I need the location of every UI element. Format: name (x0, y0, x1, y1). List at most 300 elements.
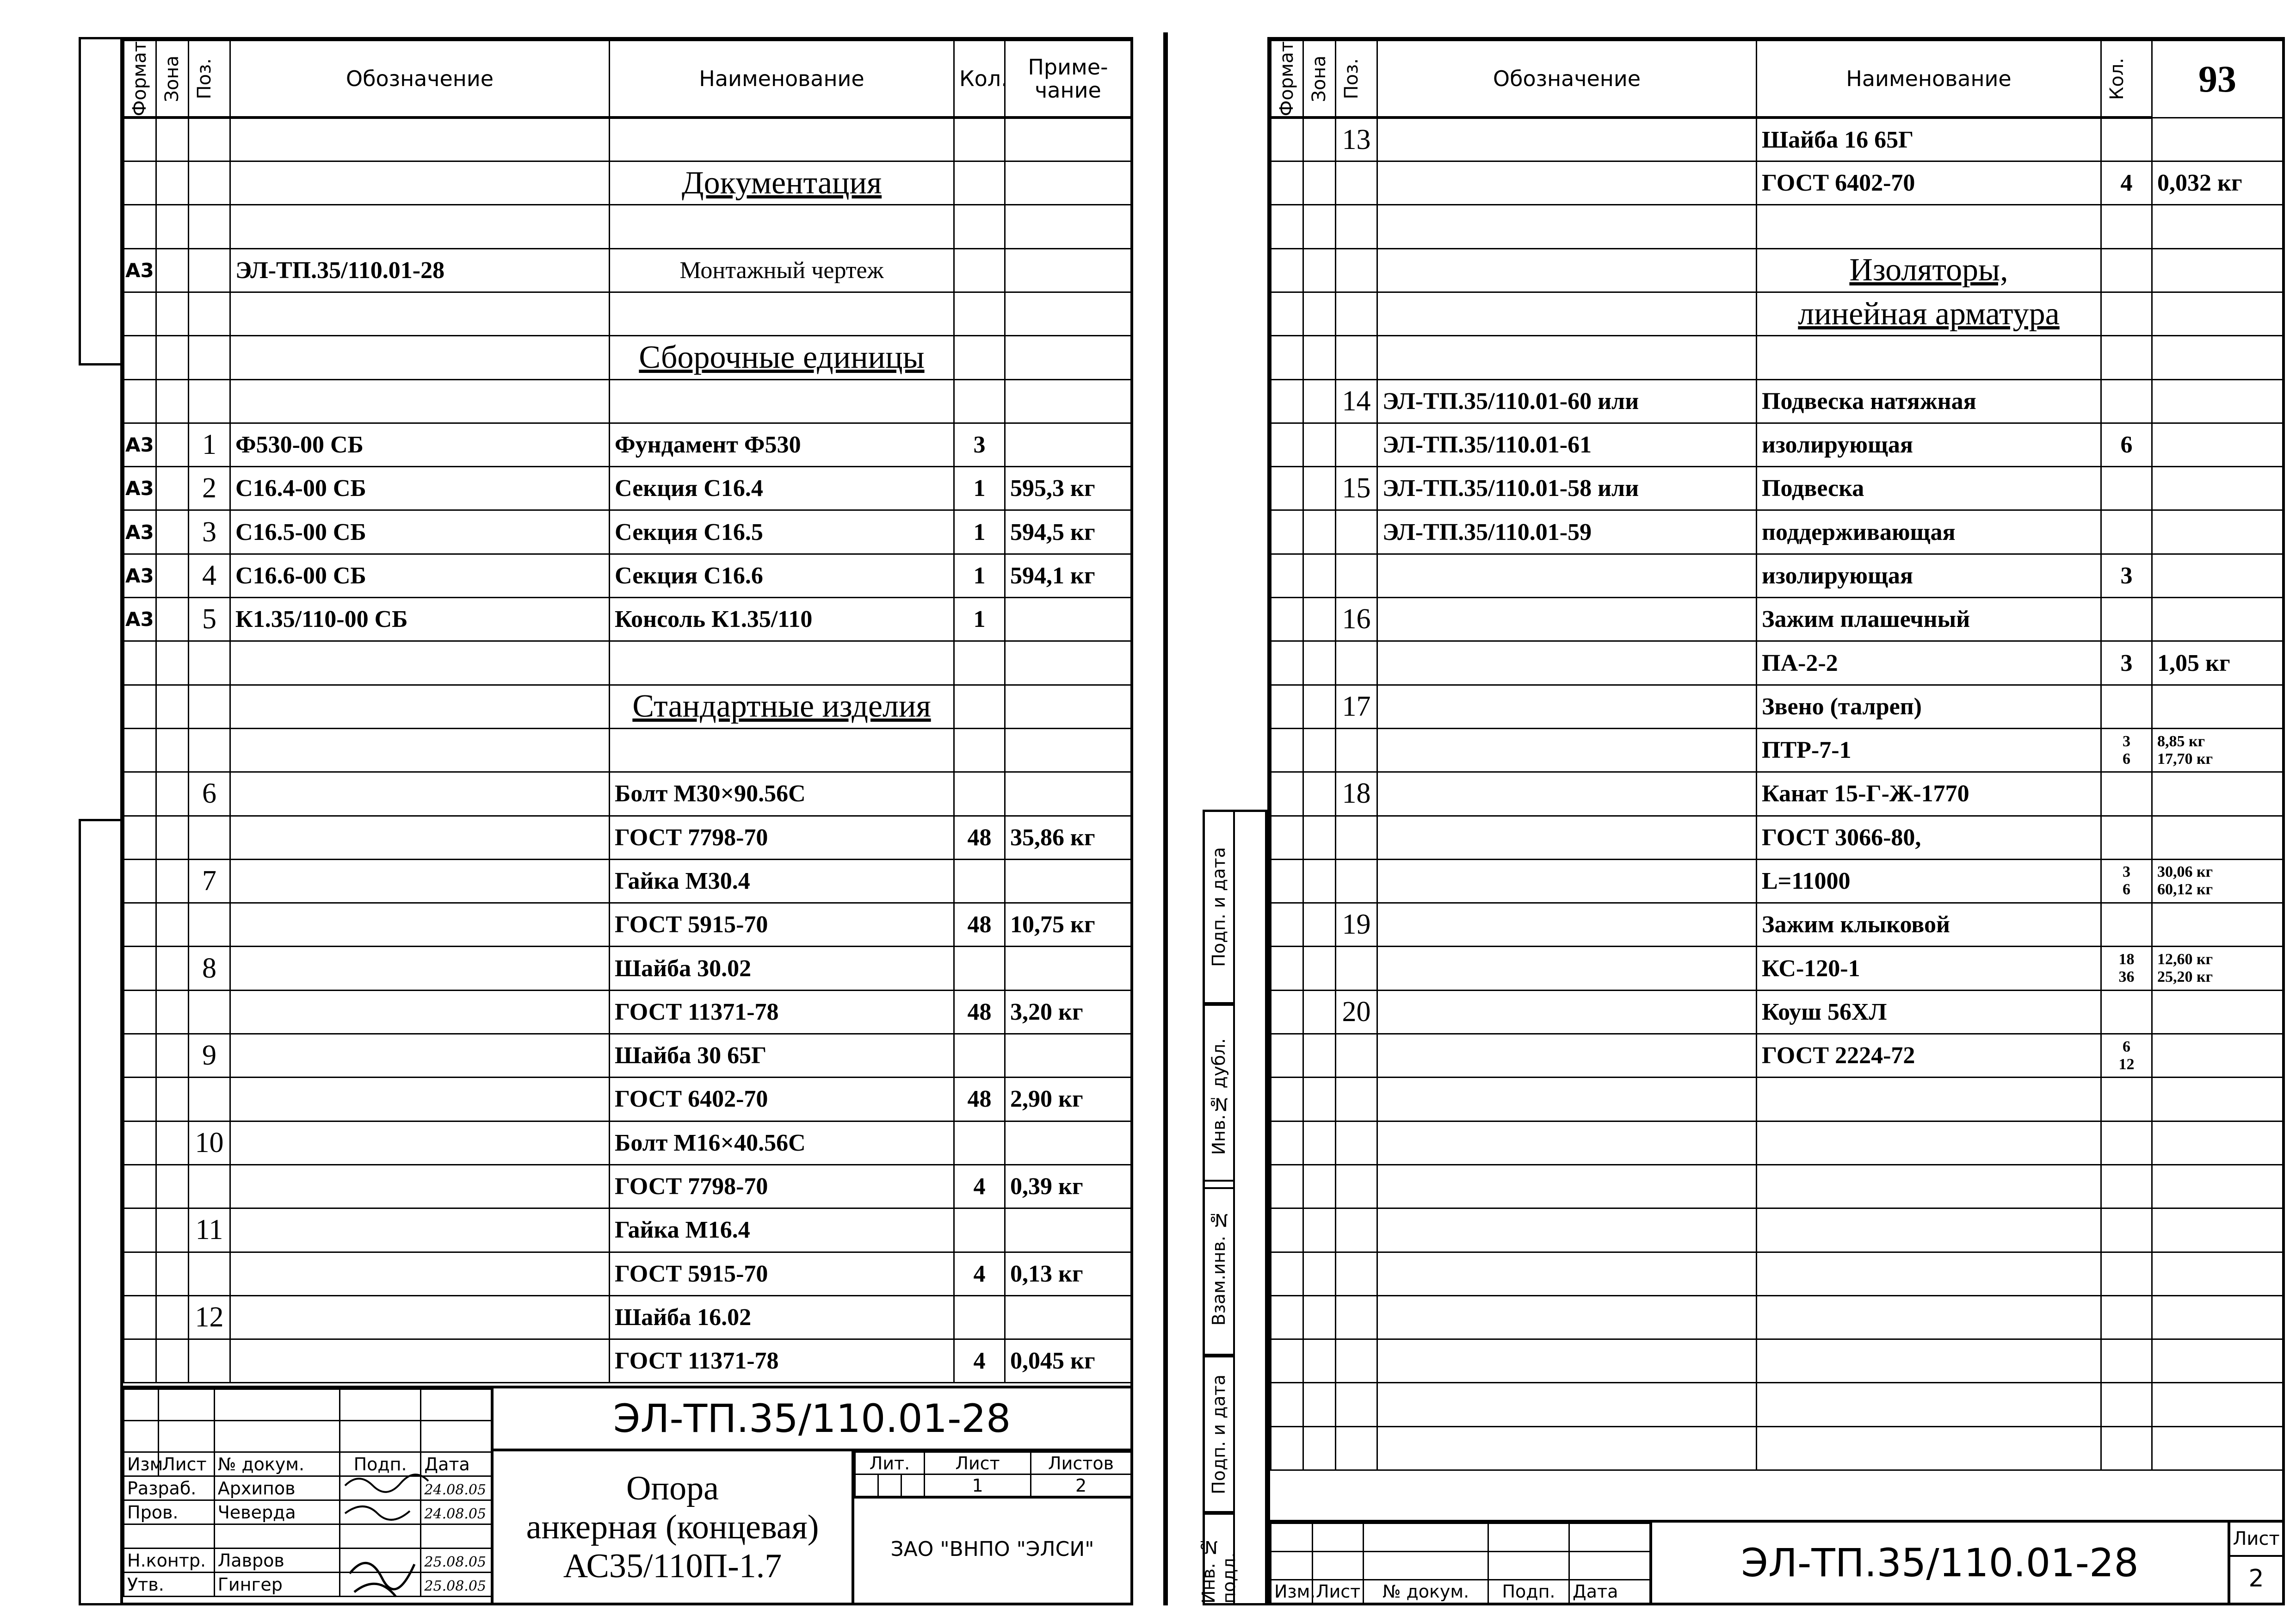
tb-data: Дата (421, 1452, 493, 1476)
cell-zone (156, 248, 189, 292)
cell-designation (1377, 1121, 1757, 1165)
cell-designation (1377, 1165, 1757, 1208)
sheets-label: Листов (1031, 1452, 1131, 1474)
cell-note (1005, 118, 1131, 161)
cell-qty (2101, 205, 2152, 248)
cell-designation (1377, 772, 1757, 816)
cell-zone (1303, 816, 1336, 859)
cell-zone (156, 1121, 189, 1165)
cell-qty (954, 772, 1005, 816)
cell-format (124, 903, 156, 947)
table-row (1271, 1034, 2283, 1078)
cell-format (1271, 816, 1303, 859)
cell-format (124, 1295, 156, 1339)
cell-note (1005, 248, 1131, 292)
cell-name: Коуш 56ХЛ (1757, 990, 2101, 1034)
cell-pos (189, 641, 230, 685)
cell-designation (230, 685, 610, 728)
cell-zone (1303, 728, 1336, 772)
cell-pos (1336, 1121, 1377, 1165)
cell-designation (1377, 816, 1757, 859)
cell-qty (954, 685, 1005, 728)
cell-name: ГОСТ 11371-78 (610, 990, 954, 1034)
cell-pos (189, 1252, 230, 1295)
table-row (124, 379, 1131, 423)
table-row (1271, 1078, 2283, 1121)
side-label-cell (1203, 1180, 1235, 1356)
cell-designation: ЭЛ-ТП.35/110.01-58 или (1377, 467, 1757, 510)
cell-name: Секция С16.6 (610, 554, 954, 597)
cell-format (124, 1078, 156, 1121)
col-designation-header: Обозначение (230, 41, 610, 118)
cell-name (1757, 205, 2101, 248)
right-doc-code: ЭЛ-ТП.35/110.01-28 (1649, 1523, 2228, 1603)
cell-format (1271, 685, 1303, 728)
tb-list: Лист (159, 1452, 214, 1476)
cell-zone (1303, 510, 1336, 554)
page-number: 93 (2152, 41, 2283, 118)
cell-qty (954, 1208, 1005, 1252)
cell-zone (1303, 1383, 1336, 1426)
col-format-header: Формат (124, 41, 156, 118)
cell-designation (1377, 292, 1757, 335)
table-row (1271, 467, 2283, 510)
cell-pos (1336, 1383, 1377, 1426)
cell-pos (1336, 292, 1377, 335)
cell-designation: ЭЛ-ТП.35/110.01-60 или (1377, 379, 1757, 423)
cell-zone (1303, 1295, 1336, 1339)
cell-note (1005, 379, 1131, 423)
cell-designation (230, 292, 610, 335)
cell-designation (230, 336, 610, 379)
left-table-body (124, 118, 1131, 1383)
cell-pos: 2 (189, 467, 230, 510)
table-row (1271, 598, 2283, 641)
cell-name (1757, 1295, 2101, 1339)
table-row (124, 1252, 1131, 1295)
r-col-zone-header: Зона (1303, 41, 1336, 118)
cell-qty (954, 336, 1005, 379)
cell-format (1271, 859, 1303, 903)
tb-date-2: 24.08.05 (421, 1500, 493, 1524)
cell-qty (2101, 292, 2152, 335)
cell-note (1005, 598, 1131, 641)
cell-format (1271, 1383, 1303, 1426)
cell-pos (1336, 423, 1377, 466)
cell-format (124, 947, 156, 990)
cell-zone (156, 205, 189, 248)
col-qty-header: Кол. (954, 41, 1005, 118)
side-label: Взам.инв. № (1209, 1209, 1229, 1326)
cell-designation (1377, 336, 1757, 379)
side-label-cell (1198, 1513, 1239, 1605)
cell-name: ГОСТ 11371-78 (610, 1339, 954, 1383)
cell-qty: 4 (2101, 161, 2152, 205)
cell-note: 10,75 кг (1005, 903, 1131, 947)
cell-name (610, 641, 954, 685)
cell-pos: 20 (1336, 990, 1377, 1034)
cell-note: 2,90 кг (1005, 1078, 1131, 1121)
cell-pos (189, 685, 230, 728)
cell-format (124, 161, 156, 205)
cell-format (1271, 1034, 1303, 1078)
cell-zone (156, 685, 189, 728)
cell-designation (1377, 990, 1757, 1034)
cell-zone (1303, 423, 1336, 466)
r-tb-izm: Изм. (1271, 1580, 1313, 1604)
cell-qty (2101, 379, 2152, 423)
cell-designation (1377, 1339, 1757, 1383)
left-sheet (79, 37, 1133, 1605)
cell-zone (1303, 1252, 1336, 1295)
cell-format (124, 379, 156, 423)
cell-name: Секция С16.5 (610, 510, 954, 554)
cell-pos (189, 161, 230, 205)
cell-format (124, 205, 156, 248)
table-row (1271, 1383, 2283, 1426)
cell-qty (2101, 510, 2152, 554)
cell-format (124, 859, 156, 903)
cell-pos (189, 990, 230, 1034)
cell-note (1005, 641, 1131, 685)
cell-designation (230, 1078, 610, 1121)
cell-name: Подвеска натяжная (1757, 379, 2101, 423)
cell-pos (189, 292, 230, 335)
tb-ndoc: № докум. (214, 1452, 339, 1476)
section-heading: Документация (610, 161, 954, 205)
cell-format (1271, 772, 1303, 816)
cell-zone (1303, 685, 1336, 728)
section-heading: Стандартные изделия (610, 685, 954, 728)
left-stage-block (852, 1451, 1130, 1603)
cell-name: поддерживающая (1757, 510, 2101, 554)
left-titleblock-grid (123, 1388, 493, 1597)
table-row (124, 467, 1131, 510)
cell-zone (156, 423, 189, 466)
cell-zone (1303, 990, 1336, 1034)
cell-note (1005, 772, 1131, 816)
table-row (1271, 859, 2283, 903)
cell-format (1271, 1295, 1303, 1339)
cell-pos: 12 (189, 1295, 230, 1339)
cell-format: А3 (124, 510, 156, 554)
table-row (1271, 947, 2283, 990)
cell-pos (1336, 947, 1377, 990)
cell-format (1271, 510, 1303, 554)
cell-zone (1303, 598, 1336, 641)
cell-note (1005, 685, 1131, 728)
cell-qty: 1 (954, 598, 1005, 641)
cell-note (2152, 336, 2283, 379)
cell-zone (1303, 947, 1336, 990)
side-label: Инв. № подл. (1198, 1537, 1239, 1604)
table-row (1271, 816, 2283, 859)
table-row (1271, 1295, 2283, 1339)
cell-pos (1336, 1252, 1377, 1295)
cell-designation (230, 728, 610, 772)
cell-name (1757, 1121, 2101, 1165)
cell-format: А3 (124, 554, 156, 597)
cell-zone (1303, 1078, 1336, 1121)
cell-name (1757, 1078, 2101, 1121)
table-row (124, 816, 1131, 859)
cell-pos: 4 (189, 554, 230, 597)
cell-designation (1377, 1252, 1757, 1295)
cell-note: 0,39 кг (1005, 1165, 1131, 1208)
sheet-label: Лист (925, 1452, 1031, 1474)
cell-qty: 3 6 (2101, 859, 2152, 903)
cell-zone (156, 903, 189, 947)
cell-qty: 3 6 (2101, 728, 2152, 772)
cell-qty: 48 (954, 903, 1005, 947)
cell-pos (1336, 1295, 1377, 1339)
cell-designation (1377, 205, 1757, 248)
signature-marks (340, 1472, 433, 1606)
cell-zone (1303, 205, 1336, 248)
cell-name: L=11000 (1757, 859, 2101, 903)
right-titleblock-grid (1270, 1523, 1651, 1604)
table-row (1271, 772, 2283, 816)
cell-zone (1303, 1426, 1336, 1470)
cell-name (1757, 1165, 2101, 1208)
cell-format (1271, 990, 1303, 1034)
cell-pos: 16 (1336, 598, 1377, 641)
cell-format (1271, 118, 1303, 161)
cell-note (2152, 1208, 2283, 1252)
table-row (1271, 685, 2283, 728)
table-row (1271, 379, 2283, 423)
section-heading: Изоляторы, (1757, 248, 2101, 292)
cell-format (1271, 161, 1303, 205)
table-row (1271, 510, 2283, 554)
cell-note (1005, 1208, 1131, 1252)
cell-format (124, 1208, 156, 1252)
cell-note (1005, 205, 1131, 248)
cell-designation (230, 1121, 610, 1165)
cell-pos: 11 (189, 1208, 230, 1252)
cell-zone (156, 1339, 189, 1383)
tb-izm: Изм (124, 1452, 159, 1476)
cell-note (2152, 1383, 2283, 1426)
section-heading: линейная арматура (1757, 292, 2101, 335)
cell-pos (189, 248, 230, 292)
cell-designation (1377, 118, 1757, 161)
cell-zone (156, 728, 189, 772)
cell-note: 35,86 кг (1005, 816, 1131, 859)
r-col-name-header: Наименование (1757, 41, 2101, 118)
cell-designation: Ф530-00 СБ (230, 423, 610, 466)
table-row (1271, 1208, 2283, 1252)
cell-qty (2101, 990, 2152, 1034)
r-tb-podp: Подп. (1488, 1580, 1569, 1604)
cell-zone (156, 990, 189, 1034)
cell-designation: ЭЛ-ТП.35/110.01-28 (230, 248, 610, 292)
cell-designation (230, 903, 610, 947)
cell-note: 3,20 кг (1005, 990, 1131, 1034)
cell-format (124, 1252, 156, 1295)
cell-name (610, 118, 954, 161)
cell-note (2152, 990, 2283, 1034)
cell-note (2152, 903, 2283, 947)
cell-zone (156, 1252, 189, 1295)
side-label: Подп. и дата (1209, 847, 1229, 967)
cell-zone (1303, 336, 1336, 379)
r-tb-data: Дата (1569, 1580, 1650, 1604)
cell-zone (156, 816, 189, 859)
cell-note (2152, 598, 2283, 641)
cell-pos: 1 (189, 423, 230, 466)
cell-format (1271, 1078, 1303, 1121)
cell-designation (1377, 641, 1757, 685)
table-row (1271, 423, 2283, 466)
table-row (124, 903, 1131, 947)
tb-role-2: Пров. (124, 1500, 215, 1524)
table-row (1271, 292, 2283, 335)
cell-name (610, 205, 954, 248)
cell-zone (1303, 554, 1336, 597)
cell-name: Канат 15-Г-Ж-1770 (1757, 772, 2101, 816)
cell-designation: С16.4-00 СБ (230, 467, 610, 510)
cell-designation (230, 205, 610, 248)
cell-qty (954, 728, 1005, 772)
cell-note (2152, 118, 2283, 161)
tb-name-2: Чеверда (214, 1500, 339, 1524)
cell-zone (156, 598, 189, 641)
cell-pos (189, 118, 230, 161)
cell-designation (230, 379, 610, 423)
cell-note: 30,06 кг 60,12 кг (2152, 859, 2283, 903)
cell-qty (954, 1121, 1005, 1165)
cell-note (2152, 1252, 2283, 1295)
cell-name: Монтажный чертеж (610, 248, 954, 292)
cell-note (1005, 161, 1131, 205)
cell-qty (2101, 248, 2152, 292)
cell-qty: 6 (2101, 423, 2152, 466)
tb-date-1: 24.08.05 (421, 1476, 493, 1500)
tb-role-1: Разраб. (124, 1476, 215, 1500)
table-row (124, 859, 1131, 903)
right-sheet-number: 2 (2248, 1565, 2264, 1592)
organization-name: ЗАО "ВНПО "ЭЛСИ" (854, 1496, 1130, 1600)
cell-name: ГОСТ 3066-80, (1757, 816, 2101, 859)
cell-zone (156, 1208, 189, 1252)
cell-qty (2101, 1208, 2152, 1252)
cell-qty: 18 36 (2101, 947, 2152, 990)
table-row (1271, 1121, 2283, 1165)
cell-zone (156, 336, 189, 379)
cell-name: Фундамент Ф530 (610, 423, 954, 466)
table-row (124, 728, 1131, 772)
cell-pos: 14 (1336, 379, 1377, 423)
cell-designation (1377, 685, 1757, 728)
cell-qty: 1 (954, 467, 1005, 510)
cell-designation (1377, 1034, 1757, 1078)
r-tb-ndoc: № докум. (1364, 1580, 1488, 1604)
table-row (124, 598, 1131, 641)
col-name-header: Наименование (610, 41, 954, 118)
cell-qty: 3 (2101, 641, 2152, 685)
cell-designation (230, 1165, 610, 1208)
table-row (124, 554, 1131, 597)
cell-format (1271, 292, 1303, 335)
cell-qty (2101, 598, 2152, 641)
cell-name: изолирующая (1757, 423, 2101, 466)
table-row (1271, 990, 2283, 1034)
cell-zone (156, 1078, 189, 1121)
cell-note: 12,60 кг 25,20 кг (2152, 947, 2283, 990)
cell-designation (1377, 947, 1757, 990)
cell-zone (1303, 641, 1336, 685)
cell-name: Подвеска (1757, 467, 2101, 510)
cell-name: Болт М16×40.56С (610, 1121, 954, 1165)
cell-pos: 5 (189, 598, 230, 641)
table-row (124, 772, 1131, 816)
lit-label: Лит. (855, 1452, 925, 1474)
table-row (1271, 728, 2283, 772)
side-label-cell (1203, 1356, 1235, 1513)
cell-note (2152, 292, 2283, 335)
cell-format (1271, 1165, 1303, 1208)
cell-name: ПТР-7-1 (1757, 728, 2101, 772)
cell-note (1005, 292, 1131, 335)
cell-format (1271, 641, 1303, 685)
cell-name (1757, 1426, 2101, 1470)
side-label: Инв.№ дубл. (1209, 1038, 1229, 1155)
cell-designation (230, 990, 610, 1034)
cell-zone (156, 859, 189, 903)
tb-podp: Подп. (339, 1452, 421, 1476)
cell-zone (1303, 118, 1336, 161)
cell-name: Консоль К1.35/110 (610, 598, 954, 641)
right-table-body (1271, 118, 2283, 1470)
cell-pos (1336, 554, 1377, 597)
cell-pos (1336, 1078, 1377, 1121)
cell-name: ГОСТ 2224-72 (1757, 1034, 2101, 1078)
cell-note: 594,5 кг (1005, 510, 1131, 554)
r-col-format-header: Формат (1271, 41, 1303, 118)
cell-zone (1303, 379, 1336, 423)
sheet-number: 1 (925, 1474, 1031, 1497)
r-tb-list: Лист (1313, 1580, 1364, 1604)
cell-designation (230, 161, 610, 205)
tb-date-4: 25.08.05 (421, 1573, 493, 1597)
cell-name (610, 379, 954, 423)
cell-note (2152, 1339, 2283, 1383)
side-label-cell (1203, 810, 1235, 1004)
cell-note: 594,1 кг (1005, 554, 1131, 597)
tb-date-3: 25.08.05 (421, 1549, 493, 1573)
table-row (1271, 205, 2283, 248)
cell-zone (1303, 292, 1336, 335)
right-sheet-cell (2228, 1523, 2282, 1603)
tb-role-3: Н.контр. (124, 1549, 215, 1573)
cell-qty (954, 641, 1005, 685)
cell-qty: 3 (2101, 554, 2152, 597)
table-row (124, 1078, 1131, 1121)
cell-pos (1336, 1165, 1377, 1208)
cell-name: ПА-2-2 (1757, 641, 2101, 685)
cell-pos (1336, 248, 1377, 292)
cell-name: ГОСТ 5915-70 (610, 903, 954, 947)
cell-designation (230, 947, 610, 990)
cell-qty (2101, 336, 2152, 379)
table-row (124, 205, 1131, 248)
cell-format (124, 772, 156, 816)
cell-zone (156, 641, 189, 685)
cell-pos (189, 1339, 230, 1383)
cell-name (1757, 336, 2101, 379)
table-row (1271, 161, 2283, 205)
